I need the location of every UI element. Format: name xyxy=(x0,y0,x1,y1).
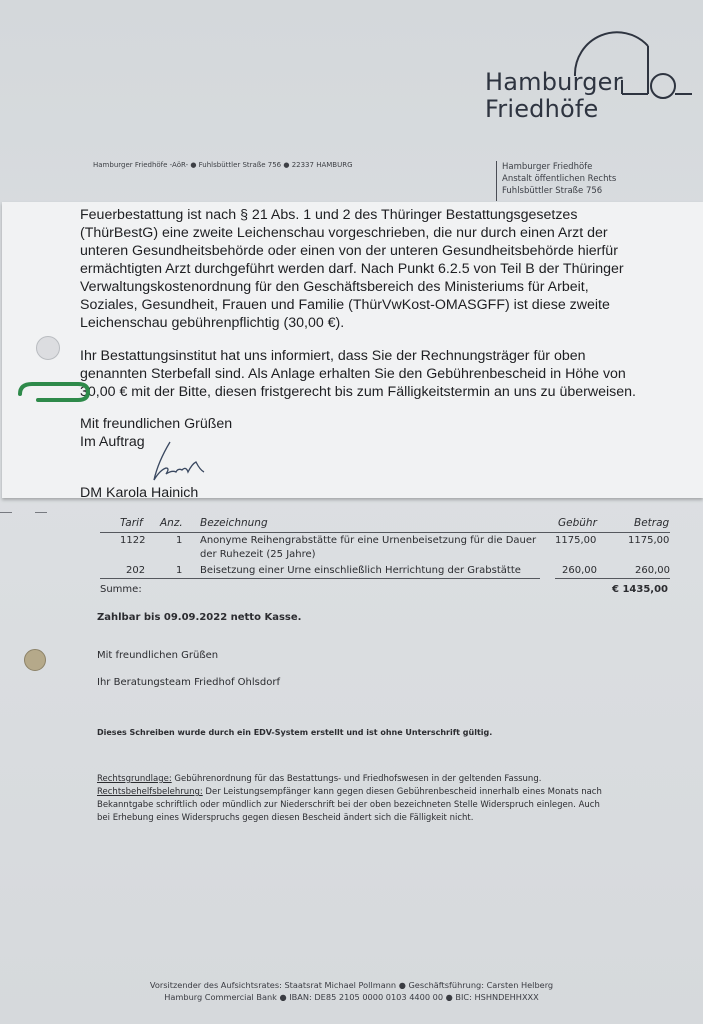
legal-text: Der Leistungsempfänger kann gegen diesen Gebührenbescheid innerhalb eines Monats nach xyxy=(202,787,602,797)
punch-hole xyxy=(24,649,46,671)
overlay-signer: DM Karola Hainich xyxy=(80,485,199,501)
overlay-text-line: genannten Sterbefall sind. Als Anlage erhalten Sie den Gebührenbescheid in Höhe von xyxy=(80,366,626,382)
overlay-text-line: ermächtigten Arzt durchgeführt werden darf. Nach Punkt 6.2.5 von Teil B der Thüringer xyxy=(80,261,624,277)
legal-label: Rechtsbehelfsbelehrung: xyxy=(97,787,203,797)
signature-icon xyxy=(140,440,220,490)
col-header-betrag: Betrag xyxy=(634,517,670,529)
legal-text-line: Bekanntgabe schriftlich oder mündlich zur Niederschrift bei der oben bezeichneten Stelle Widerspruch einlegen. Auch xyxy=(97,800,600,810)
col-header-bezeichnung: Bezeichnung xyxy=(200,517,268,529)
legal-grundlage xyxy=(97,774,541,784)
overlay-im-auftrag: Im Auftrag xyxy=(80,434,145,450)
cell-anz: 1 xyxy=(176,535,183,546)
table-divider xyxy=(100,578,540,579)
overlay-text-line: Leichenschau gebührenpflichtig (30,00 €). xyxy=(80,315,345,331)
sum-value: € 1435,00 xyxy=(612,584,668,595)
legal-text: Gebührenordnung für das Bestattungs- und Friedhofswesen in der geltenden Fassung. xyxy=(171,774,542,784)
edv-note: Dieses Schreiben wurde durch ein EDV-System erstellt und ist ohne Unterschrift gültig. xyxy=(97,728,493,737)
overlay-text-line: Verwaltungskostenordnung für den Geschäftsbereich des Ministeriums für Arbeit, xyxy=(80,279,589,295)
overlay-text-line: Ihr Bestattungsinstitut hat uns informiert, dass Sie der Rechnungsträger für oben xyxy=(80,348,586,364)
cell-bezeichnung: Beisetzung einer Urne einschließlich Herrichtung der Grabstätte xyxy=(200,565,521,576)
cell-betrag: 260,00 xyxy=(635,565,670,576)
paperclip-icon xyxy=(18,378,108,406)
address-block xyxy=(496,161,616,201)
edge-mark xyxy=(0,512,12,513)
legal-text-line: bei Erhebung eines Widerspruchs gegen diesen Bescheid ändert sich die Fälligkeit nicht. xyxy=(97,813,474,823)
col-header-anz: Anz. xyxy=(160,517,183,529)
table-divider xyxy=(100,532,670,533)
cell-tarif: 1122 xyxy=(120,535,146,546)
logo-text-line2: Friedhöfe xyxy=(485,95,599,123)
team-signature: Ihr Beratungsteam Friedhof Ohlsdorf xyxy=(97,677,280,688)
address-line: Hamburger Friedhöfe xyxy=(502,162,593,172)
footer-line2: Hamburg Commercial Bank ● IBAN: DE85 2105 0000 0103 4400 00 ● BIC: HSHNDEHHXXX xyxy=(164,992,539,1002)
legal-label: Rechtsgrundlage: xyxy=(97,774,172,784)
table-divider xyxy=(555,578,670,579)
col-header-gebuehr: Gebühr xyxy=(558,517,597,529)
edge-mark xyxy=(35,512,47,513)
address-line: Anstalt öffentlichen Rechts xyxy=(502,174,617,184)
overlay-text-line: (ThürBestG) eine zweite Leichenschau vorgeschrieben, die nur durch einen Arzt der xyxy=(80,225,608,241)
cell-betrag: 1175,00 xyxy=(628,535,670,546)
legal-belehrung xyxy=(97,787,602,797)
cell-bezeichnung: der Ruhezeit (25 Jahre) xyxy=(200,549,316,560)
overlay-closing: Mit freundlichen Grüßen xyxy=(80,416,233,432)
payment-due: Zahlbar bis 09.09.2022 netto Kasse. xyxy=(97,612,302,623)
punch-hole xyxy=(36,336,60,360)
overlay-text-line: Soziales, Gesundheit, Frauen und Familie (ThürVwKost-OMASGFF) ist diese zweite xyxy=(80,297,610,313)
overlay-text-line: Feuerbestattung ist nach § 21 Abs. 1 und 2 des Thüringer Bestattungsgesetzes xyxy=(80,207,578,223)
address-line: Fuhlsbüttler Straße 756 xyxy=(502,186,603,196)
cell-anz: 1 xyxy=(176,565,183,576)
greeting: Mit freundlichen Grüßen xyxy=(97,650,219,661)
footer-line1: Vorsitzender des Aufsichtsrates: Staatsrat Michael Pollmann ● Geschäftsführung: Carsten Helberg xyxy=(149,980,554,990)
logo-text-line1: Hamburger xyxy=(485,68,623,96)
cell-gebuehr: 260,00 xyxy=(562,565,597,576)
cell-gebuehr: 1175,00 xyxy=(555,535,597,546)
cell-bezeichnung: Anonyme Reihengrabstätte für eine Urnenbeisetzung für die Dauer xyxy=(200,535,537,546)
sum-label: Summe: xyxy=(100,584,142,595)
overlay-text-line: unteren Gesundheitsbehörde oder einen von der unteren Gesundheitsbehörde hierfür xyxy=(80,243,618,259)
overlay-text-line: 30,00 € mit der Bitte, diesen fristgerecht bis zum Fälligkeitstermin an uns zu überweisen. xyxy=(80,384,636,400)
sender-line: Hamburger Friedhöfe -AöR- ● Fuhlsbüttler Straße 756 ● 22337 HAMBURG xyxy=(93,161,353,169)
col-header-tarif: Tarif xyxy=(120,517,143,529)
cell-tarif: 202 xyxy=(126,565,146,576)
